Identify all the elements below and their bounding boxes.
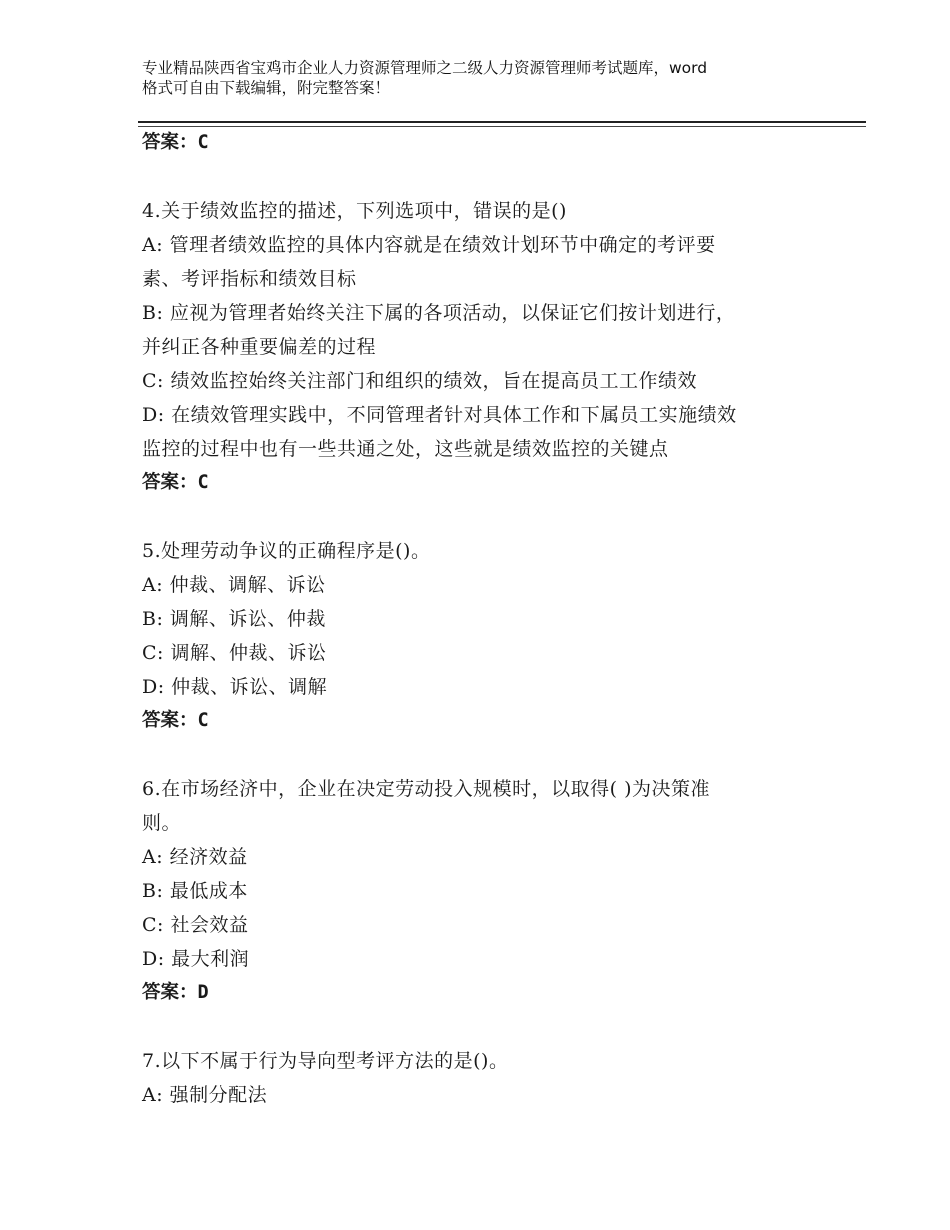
spacer (142, 500, 842, 534)
option-d: D: 仲裁、诉讼、调解 (142, 676, 328, 698)
option-d-continued: 监控的过程中也有一些共通之处，这些就是绩效监控的关键点 (142, 438, 669, 460)
question-stem-continued: 则。 (142, 812, 182, 834)
page-header (142, 58, 832, 98)
answer-line (142, 126, 842, 160)
option-a: A: 仲裁、调解、诉讼 (142, 574, 326, 596)
option-d: D: 在绩效管理实践中，不同管理者针对具体工作和下属员工实施绩效 (142, 404, 737, 426)
option-d: D: 最大利润 (142, 948, 250, 970)
answer-line (142, 466, 842, 500)
answer-line (142, 976, 842, 1010)
spacer (142, 1010, 842, 1044)
option-c: C: 绩效监控始终关注部门和组织的绩效，旨在提高员工工作绩效 (142, 370, 697, 392)
option-b-continued: 并纠正各种重要偏差的过程 (142, 336, 377, 358)
answer-value: D (197, 982, 209, 1003)
document-body (142, 126, 842, 1112)
question-7 (142, 1044, 842, 1112)
answer-value: C (197, 132, 209, 153)
question-stem: 4.关于绩效监控的描述，下列选项中，错误的是() (142, 200, 567, 222)
header-rule-thick (138, 121, 866, 123)
header-line-1: 专业精品陕西省宝鸡市企业人力资源管理师之二级人力资源管理师考试题库，word (142, 59, 708, 77)
option-a: A: 经济效益 (142, 846, 248, 868)
option-c: C: 调解、仲裁、诉讼 (142, 642, 327, 664)
question-5 (142, 534, 842, 738)
option-b: B: 最低成本 (142, 880, 248, 902)
answer-line (142, 704, 842, 738)
answer-label: 答案： (142, 472, 198, 493)
spacer (142, 160, 842, 194)
header-line-2: 格式可自由下载编辑，附完整答案！ (142, 79, 391, 97)
option-c: C: 社会效益 (142, 914, 249, 936)
answer-label: 答案： (142, 132, 198, 153)
question-stem: 7.以下不属于行为导向型考评方法的是()。 (142, 1050, 509, 1072)
option-a-continued: 素、考评指标和绩效目标 (142, 268, 357, 290)
question-6 (142, 772, 842, 1010)
option-b: B: 应视为管理者始终关注下属的各项活动，以保证它们按计划进行， (142, 302, 736, 324)
option-a: A: 管理者绩效监控的具体内容就是在绩效计划环节中确定的考评要 (142, 234, 716, 256)
answer-value: C (197, 472, 209, 493)
question-stem: 5.处理劳动争议的正确程序是()。 (142, 540, 431, 562)
option-b: B: 调解、诉讼、仲裁 (142, 608, 326, 630)
answer-value: C (197, 710, 209, 731)
question-4 (142, 194, 842, 500)
option-a: A: 强制分配法 (142, 1084, 268, 1106)
answer-label: 答案： (142, 982, 198, 1003)
answer-label: 答案： (142, 710, 198, 731)
spacer (142, 738, 842, 772)
question-stem: 6.在市场经济中，企业在决定劳动投入规模时，以取得( )为决策准 (142, 778, 710, 800)
